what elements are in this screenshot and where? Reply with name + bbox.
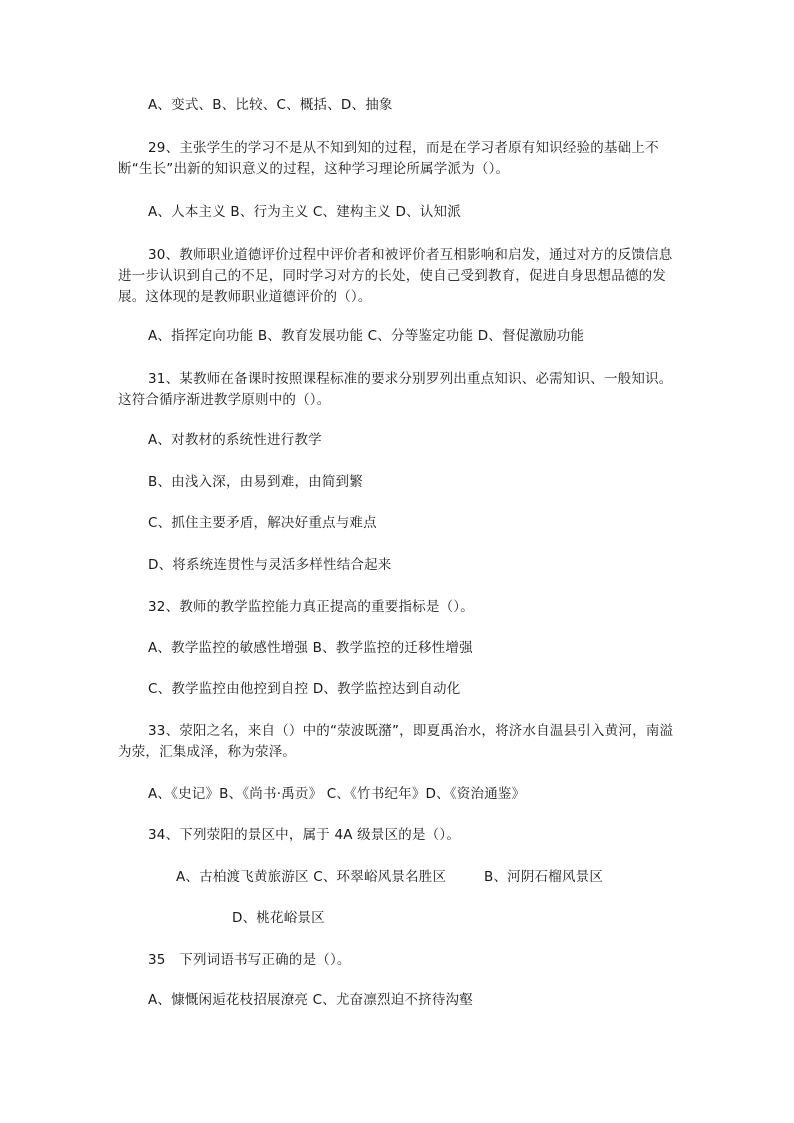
question-35: 35 下列词语书写正确的是（）。 — [148, 952, 351, 968]
q30-options: A、指挥定向功能 B、教育发展功能 C、分等鉴定功能 D、督促激励功能 — [148, 328, 585, 344]
question-30: 30、教师职业道德评价过程中评价者和被评价者互相影响和启发，通过对方的反馈信息进一步认识到自己的不足，同时学习对方的长处，使自己受到教育，促进自身思想品德的发展。这体现的是教师职业道德评价的（）。 — [118, 247, 673, 305]
question-32: 32、教师的教学监控能力真正提高的重要指标是（）。 — [148, 599, 474, 615]
q32-options-cd: C、教学监控由他控到自控 D、教学监控达到自动化 — [148, 681, 461, 697]
q29-options: A、人本主义 B、行为主义 C、建构主义 D、认知派 — [148, 204, 461, 220]
question-31: 31、某教师在备课时按照课程标准的要求分别罗列出重点知识、必需知识、一般知识。这符合循序渐进教学原则中的（）。 — [118, 371, 673, 408]
q31-option-c: C、抓住主要矛盾，解决好重点与难点 — [148, 515, 377, 531]
q28-options: A、变式、B、比较、C、概括、D、抽象 — [148, 97, 393, 113]
q31-option-d: D、将系统连贯性与灵活多样性结合起来 — [148, 557, 392, 573]
q31-option-a: A、对教材的系统性进行教学 — [148, 432, 322, 448]
q34-option-d: D、桃花峪景区 — [232, 910, 325, 926]
question-33: 33、荥阳之名，来自（）中的“荥波既潴”，即夏禹治水，将济水自温县引入黄河，南溢为荥，汇集成泽，称为荥泽。 — [118, 723, 674, 760]
q33-options: A、《史记》B、《尚书·禹贡》 C、《竹书纪年》D、《资治通鉴》 — [148, 786, 526, 802]
q31-option-b: B、由浅入深，由易到难，由简到繁 — [148, 474, 363, 490]
question-29: 29、主张学生的学习不是从不知到知的过程，而是在学习者原有知识经验的基础上不断“生长”出新的知识意义的过程，这种学习理论所属学派为（）。 — [118, 140, 659, 177]
question-34: 34、下列荥阳的景区中，属于 4A 级景区的是（）。 — [148, 827, 461, 843]
q32-options-ab: A、教学监控的敏感性增强 B、教学监控的迁移性增强 — [148, 640, 473, 656]
q34-option-b: B、河阴石榴风景区 — [484, 869, 604, 885]
q34-options-ac: A、古柏渡飞黄旅游区 C、环翠峪风景名胜区 — [176, 869, 447, 885]
q35-options: A、慷慨闲逅花枝招展潦亮 C、尤奋凛烈迫不挤待沟壑 — [148, 992, 473, 1008]
